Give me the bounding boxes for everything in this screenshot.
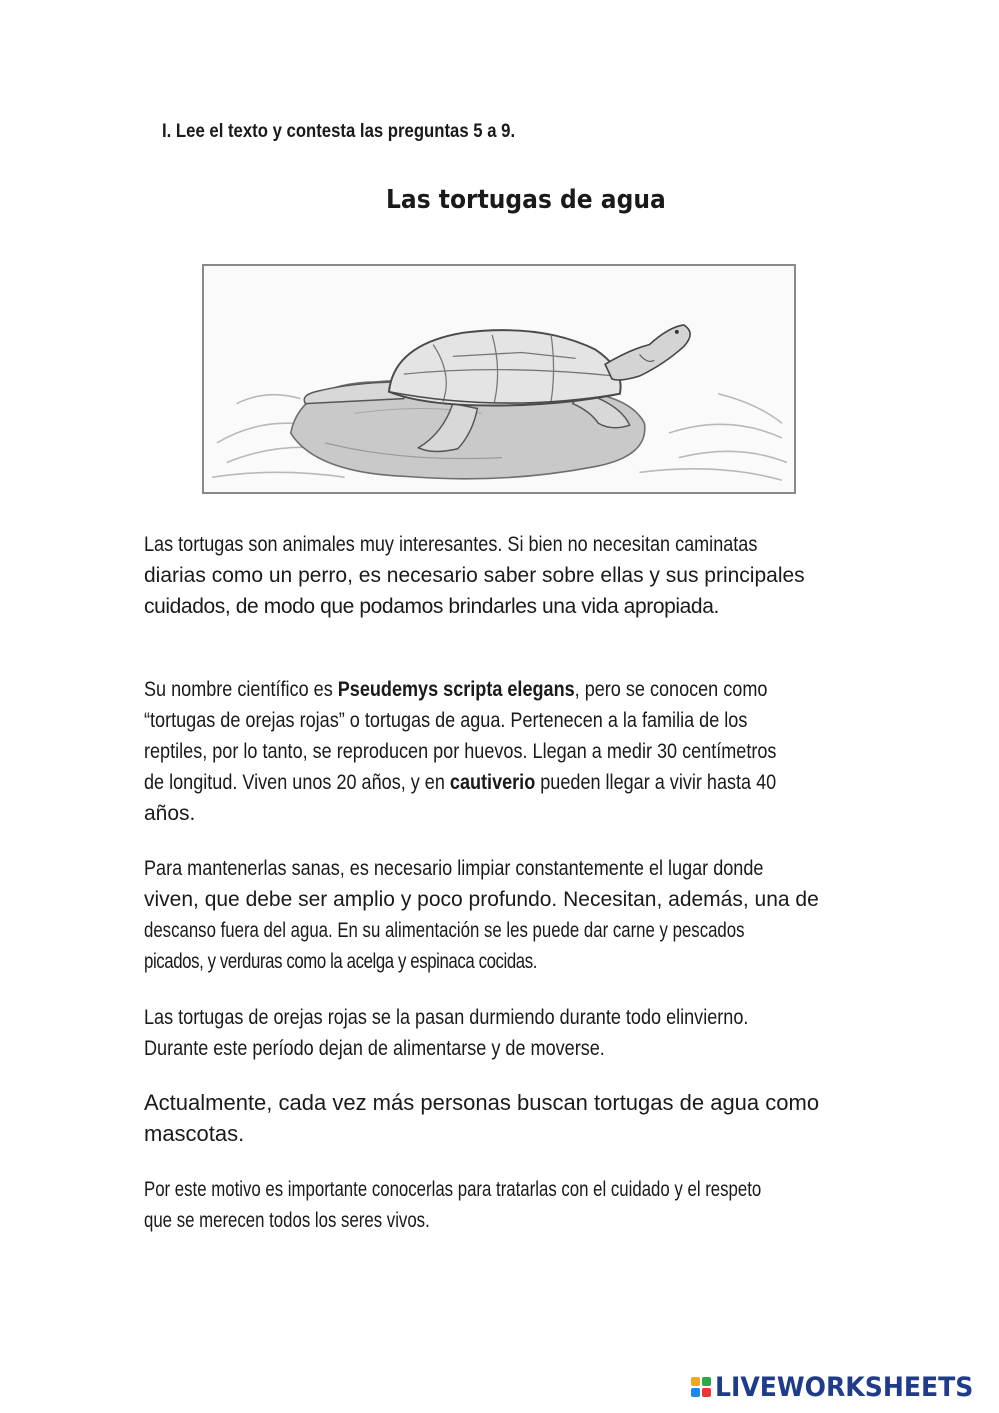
text-line: descanso fuera del agua. En su alimentación se les puede dar carne y pescados (144, 919, 745, 942)
bold-term: cautiverio (449, 771, 536, 794)
text-line: viven, que debe ser amplio y poco profundo. Necesitan, además, una de (144, 888, 819, 911)
logo-text: LIVEWORKSHEETS (715, 1371, 974, 1403)
paragraph-care (144, 853, 860, 977)
page-title: Las tortugas de agua (386, 185, 666, 215)
text-line: Las tortugas son animales muy interesantes. Si bien no necesitan caminatas (144, 533, 758, 556)
paragraph-pets (144, 1087, 860, 1149)
text-line: diarias como un perro, es necesario saber sobre ellas y sus principales (144, 564, 805, 587)
instruction-heading: I. Lee el texto y contesta las preguntas 5 a 9. (162, 121, 516, 142)
text-line: cuidados, de modo que podamos brindarles una vida apropiada. (144, 595, 719, 618)
text-line: Las tortugas de orejas rojas se la pasan durmiendo durante todo elinvierno. (144, 1006, 749, 1029)
text-line: mascotas. (144, 1121, 245, 1146)
turtle-on-rock-icon (204, 266, 794, 492)
scientific-name: Pseudemys scripta elegans (337, 678, 575, 701)
text-span: , pero se conocen como (574, 678, 768, 701)
text-line: picados, y verduras como la acelga y espinaca cocidas. (144, 950, 538, 973)
text-line: Para mantenerlas sanas, es necesario limpiar constantemente el lugar donde (144, 857, 764, 880)
text-line: “tortugas de orejas rojas” o tortugas de agua. Pertenecen a la familia de los (144, 709, 748, 732)
paragraph-hibernation (144, 1002, 860, 1064)
text-line (144, 674, 860, 705)
paragraph-scientific-name (144, 674, 860, 829)
paragraph-respect (144, 1174, 860, 1236)
text-line: Por este motivo es importante conocerlas para tratarlas con el cuidado y el respeto (144, 1178, 762, 1201)
text-span: de longitud. Viven unos 20 años, y en (144, 771, 450, 794)
text-line: Actualmente, cada vez más personas buscan tortugas de agua como (144, 1090, 820, 1115)
paragraph-intro (144, 529, 860, 622)
text-line: años. (144, 802, 196, 825)
liveworksheets-logo-icon (691, 1377, 711, 1397)
text-line: Durante este período dejan de alimentarse y de moverse. (144, 1037, 605, 1060)
text-span: Su nombre científico es (144, 678, 338, 701)
text-line: reptiles, por lo tanto, se reproducen por huevos. Llegan a medir 30 centímetros (144, 740, 777, 763)
text-line: que se merecen todos los seres vivos. (144, 1209, 430, 1232)
turtle-illustration (202, 264, 796, 494)
liveworksheets-logo (691, 1373, 993, 1401)
text-line (144, 767, 777, 798)
text-span: pueden llegar a vivir hasta 40 (535, 771, 777, 794)
